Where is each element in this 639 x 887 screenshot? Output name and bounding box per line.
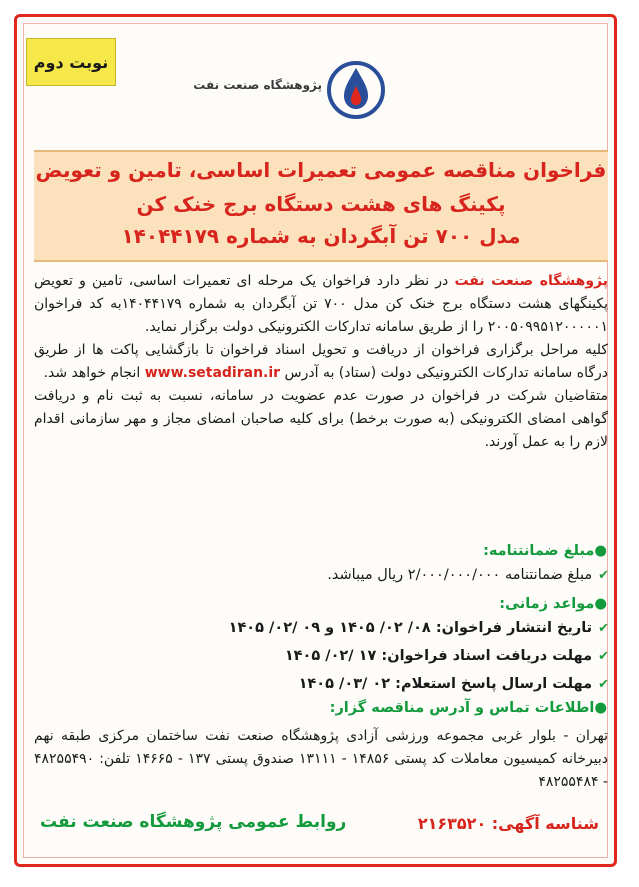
check-icon: ✔	[598, 567, 609, 583]
paragraph-3: متقاضیان شرکت در فراخوان در صورت عدم عضویت در سامانه، نسبت به ثبت نام و دریافت گواهی امضای الکترونیکی (به صورت برخط) برای کلیه صاحبان امضای مجاز و مهر سازمانی اقدام لازم را به عمل آورند.	[34, 388, 608, 450]
paragraph-2-text: کلیه مراحل برگزاری فراخوان از دریافت و تحویل اسناد فراخوان تا بازگشایی پاکت ها از طریق درگاه سامانه تدارکات الکترونیکی دولت (ستاد) به آدرس	[34, 342, 608, 381]
schedule-item-3-text: مهلت ارسال پاسخ استعلام: ۰۲ /۰۳/ ۱۴۰۵	[298, 676, 593, 692]
contact-address: تهران - بلوار غربی مجموعه ورزشی آزادی پژوهشگاه صنعت نفت ساختمان مرکزی طبقه نهم دبیرخانه کمیسیون معاملات کد پستی ۱۴۸۵۶ - ۱۳۱۱۱ صندوق پستی ۱۳۷ - ۱۴۶۶۵ تلفن: ۴۸۲۵۵۴۹۰ - ۴۸۲۵۵۴۸۴	[34, 728, 609, 790]
schedule-item-2	[285, 648, 609, 664]
paragraph-2	[34, 339, 608, 385]
second-publication-badge: نوبت دوم	[26, 38, 116, 86]
title-line-1: فراخوان مناقصه عمومی تعمیرات اساسی، تامین و تعویض	[35, 158, 607, 182]
setad-link[interactable]: www.setadiran.ir	[144, 365, 281, 381]
title-line-2: پکینگ های هشت دستگاه برج خنک کن	[136, 192, 506, 216]
schedule-item-1	[229, 620, 609, 636]
check-icon: ✔	[598, 676, 609, 692]
title-box	[34, 150, 608, 262]
body-text	[34, 270, 608, 454]
paragraph-1-text: در نظر دارد فراخوان یک مرحله ای تعمیرات اساسی، تامین و تعویض پکینگهای هشت دستگاه برج خنک کن مدل ۷۰۰ تن آبگردان به شماره ۱۴۰۴۴۱۷۹به کد فراخوان ۲۰۰۵۰۹۹۵۱۲۰۰۰۰۰۱ را از طریق سامانه تدارکات الکترونیکی دولت برگزار نماید.	[34, 273, 608, 335]
oil-drop-logo-icon	[326, 56, 386, 124]
guarantee-heading: ●مبلغ ضمانتنامه:	[483, 543, 607, 559]
org-name: پژوهشگاه صنعت نفت	[454, 273, 608, 289]
contact-heading: ●اطلاعات تماس و آدرس مناقصه گزار:	[329, 700, 607, 716]
paragraph-2-end: انجام خواهد شد.	[43, 365, 145, 381]
organization-logo-text: پژوهشگاه صنعت نفت	[193, 78, 322, 92]
public-relations-signature: روابط عمومی پژوهشگاه صنعت نفت	[40, 812, 347, 832]
title-line-3: مدل ۷۰۰ تن آبگردان به شماره ۱۴۰۴۴۱۷۹	[121, 224, 521, 248]
paragraph-1	[34, 270, 608, 339]
ad-id: شناسه آگهی: ۲۱۶۳۵۲۰	[417, 814, 599, 833]
schedule-item-3	[299, 676, 609, 692]
check-icon: ✔	[598, 648, 609, 664]
schedule-heading: ●مواعد زمانی:	[499, 596, 607, 612]
check-icon: ✔	[598, 620, 609, 636]
schedule-item-2-text: مهلت دریافت اسناد فراخوان: ۱۷ /۰۲/ ۱۴۰۵	[284, 648, 593, 664]
guarantee-text: مبلغ ضمانتنامه ۲/۰۰۰/۰۰۰/۰۰۰ ریال میباشد.	[327, 567, 593, 583]
guarantee-row	[327, 567, 609, 583]
schedule-item-1-text: تاریخ انتشار فراخوان: ۰۸/ ۰۲/ ۱۴۰۵ و ۰۹ /۰۲/ ۱۴۰۵	[228, 620, 593, 636]
